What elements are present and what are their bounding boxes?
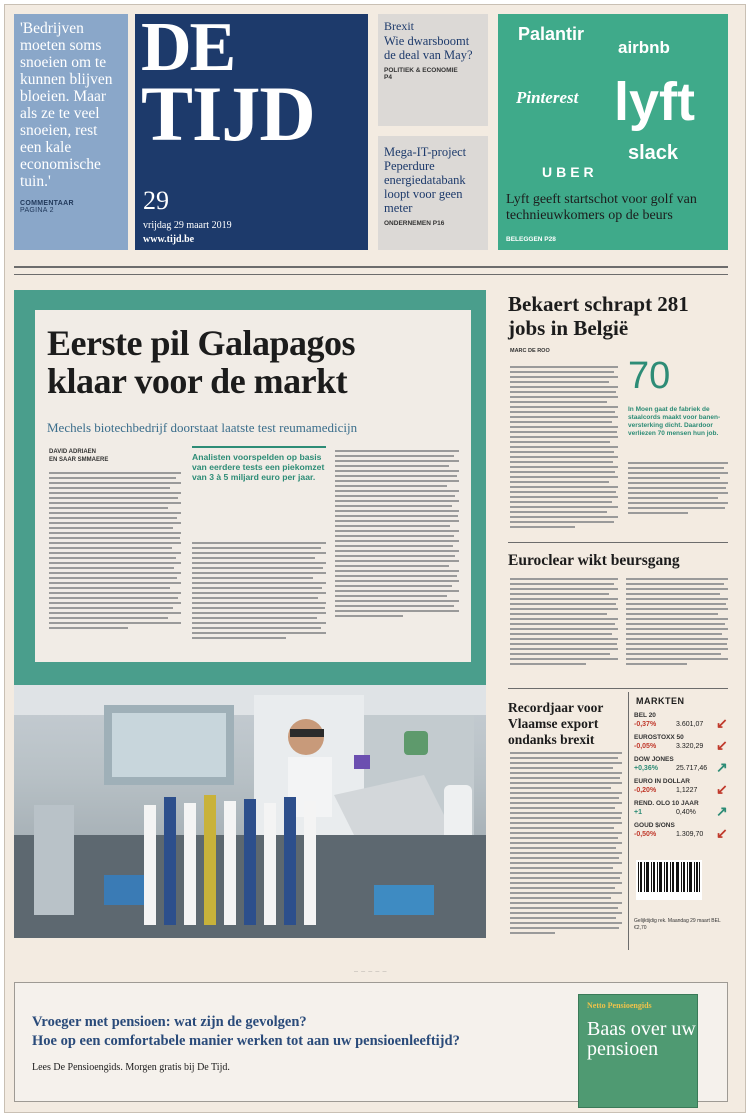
market-value: 25.717,46 [676, 765, 708, 772]
market-name: DOW JONES [634, 756, 674, 763]
market-change: -0,20% [634, 787, 657, 794]
market-row [630, 800, 730, 821]
market-change: +1 [634, 809, 642, 816]
teaser-brexit[interactable] [378, 14, 488, 126]
lead-headline [47, 324, 355, 400]
export-headline[interactable]: Recordjaar voor Vlaamse export ondanks brexit [508, 700, 604, 747]
export-column [510, 752, 622, 937]
teaser-section-label: ONDERNEMEN [384, 220, 431, 227]
tech-section [506, 236, 556, 243]
lead-headline-line1: Eerste pil Galapagos [47, 323, 356, 363]
market-value: 1,1227 [676, 787, 698, 794]
market-name: EUROSTOXX 50 [634, 734, 684, 741]
market-value: 3.320,29 [676, 743, 704, 750]
ad-line-2: Hoe op een comfortabele manier werken tot aan uw pensioenleeftijd? [32, 1033, 460, 1049]
editorial-quote: 'Bedrijven moeten soms snoeien om te kunnen blijven bloeien. Maar als ze te veel snoeien, rest een kale economische tuin.' [20, 20, 113, 190]
market-value: 0,40% [676, 809, 696, 816]
bekaert-headline[interactable]: Bekaert schrapt 281 jobs in België [508, 292, 689, 340]
teaser-section-label: POLITIEK & ECONOMIE [384, 67, 458, 74]
divider-rule [14, 274, 728, 275]
arrow-up-icon: ↗ [716, 803, 728, 819]
market-row [630, 756, 730, 777]
market-change: -0,50% [634, 831, 657, 838]
lead-subhead: Mechels biotechbedrijf doorstaat laatste test reumamedicijn [47, 420, 358, 435]
market-change: +0,36% [634, 765, 658, 772]
teaser-page: P16 [432, 220, 445, 227]
pension-guide-booklet [578, 994, 698, 1108]
arrow-down-icon: ↙ [716, 715, 728, 731]
teaser-page: P4 [384, 74, 392, 81]
market-row [630, 778, 730, 799]
market-change: -0,05% [634, 743, 657, 750]
teaser-section [384, 220, 482, 227]
separator-ornament: — — — — — [354, 968, 388, 973]
market-name: BEL 20 [634, 712, 656, 719]
divider-rule [14, 266, 728, 268]
lead-byline-2: EN SAAR SMMAERE [49, 457, 109, 463]
imprint-text: Gelijktijdig rek. Maandag 29 maart BEL €2,70 [634, 918, 721, 931]
euroclear-column-1 [510, 578, 618, 668]
bekaert-fact-number: 70 [628, 355, 671, 397]
website-url[interactable]: www.tijd.be [143, 234, 195, 245]
market-name: REND. OLO 10 JAAR [634, 800, 699, 807]
article-column-3 [335, 450, 459, 620]
bekaert-column-1 [510, 366, 618, 531]
uber-logo: UBER [542, 164, 598, 180]
logo-tijd: TIJD [141, 70, 315, 157]
quote-section: COMMENTAAR [20, 200, 74, 207]
market-name: GOUD $/ONS [634, 822, 675, 829]
lab-photo [14, 685, 486, 938]
quote-page: PAGINA 2 [20, 207, 54, 214]
booklet-brand: Netto Pensioengids [587, 1001, 652, 1010]
teaser-title: Mega-IT-project Peperdure energiedatabank loopt voor geen meter [384, 145, 467, 215]
palantir-logo: Palantir [518, 24, 585, 44]
euroclear-column-2 [626, 578, 728, 668]
bekaert-fact-text: In Moen gaat de fabriek de staalcords maakt voor banenversterking dicht. Daardoor verliezen 70 mensen hun job. [628, 406, 721, 437]
divider-rule [508, 542, 728, 543]
ad-line-1: Vroeger met pensioen: wat zijn de gevolgen? [32, 1014, 307, 1030]
market-row [630, 712, 730, 733]
bekaert-column-2 [628, 462, 728, 517]
teaser-section [384, 67, 482, 81]
market-value: 3.601,07 [676, 721, 704, 728]
lab-scene-image [14, 685, 486, 938]
issue-date: vrijdag 29 maart 2019 [143, 220, 232, 231]
airbnb-logo: airbnb [618, 38, 670, 57]
teaser-kicker: Brexit [384, 19, 414, 33]
tech-page: P28 [544, 236, 556, 243]
lead-headline-line2: klaar voor de markt [47, 361, 348, 401]
barcode-icon [636, 860, 702, 900]
arrow-down-icon: ↙ [716, 737, 728, 753]
arrow-down-icon: ↙ [716, 825, 728, 841]
article-column-1 [49, 472, 181, 632]
market-value: 1.309,70 [676, 831, 704, 838]
markets-divider [628, 692, 629, 950]
editorial-quote-box[interactable] [14, 14, 128, 250]
tech-ipo-teaser[interactable] [498, 14, 728, 250]
article-column-2 [192, 542, 326, 642]
arrow-down-icon: ↙ [716, 781, 728, 797]
issue-number: 29 [143, 186, 169, 215]
market-row [630, 734, 730, 755]
logo-de: DE [141, 9, 235, 86]
pinterest-logo: Pinterest [516, 88, 579, 107]
divider-rule [508, 688, 728, 689]
lead-byline [49, 448, 108, 464]
booklet-title: Baas over uw pensioen [587, 1018, 696, 1060]
masthead [135, 9, 368, 250]
market-row [630, 822, 730, 843]
euroclear-headline[interactable]: Euroclear wikt beursgang [508, 552, 680, 569]
market-name: EURO IN DOLLAR [634, 778, 690, 785]
lead-pullquote: Analisten voorspelden op basis van eerdere tests een piekomzet van 3 à 5 miljard euro per jaar. [192, 446, 326, 482]
bekaert-byline: MARC DE ROO [510, 348, 550, 354]
arrow-up-icon: ↗ [716, 759, 728, 775]
lyft-logo: lyft [614, 72, 695, 132]
lead-byline-1: DAVID ADRIAEN [49, 449, 97, 455]
market-change: -0,37% [634, 721, 657, 728]
teaser-it-project[interactable] [378, 136, 488, 250]
markets-title: MARKTEN [636, 696, 685, 706]
slack-logo: slack [628, 142, 679, 164]
teaser-title: Wie dwarsboomt de deal van May? [384, 34, 473, 62]
tech-section-label: BELEGGEN [506, 236, 543, 243]
ad-line-3: Lees De Pensioengids. Morgen gratis bij De Tijd. [32, 1062, 230, 1073]
lead-story[interactable] [35, 310, 471, 662]
tech-headline: Lyft geeft startschot voor golf van technieuwkomers op de beurs [506, 192, 697, 223]
